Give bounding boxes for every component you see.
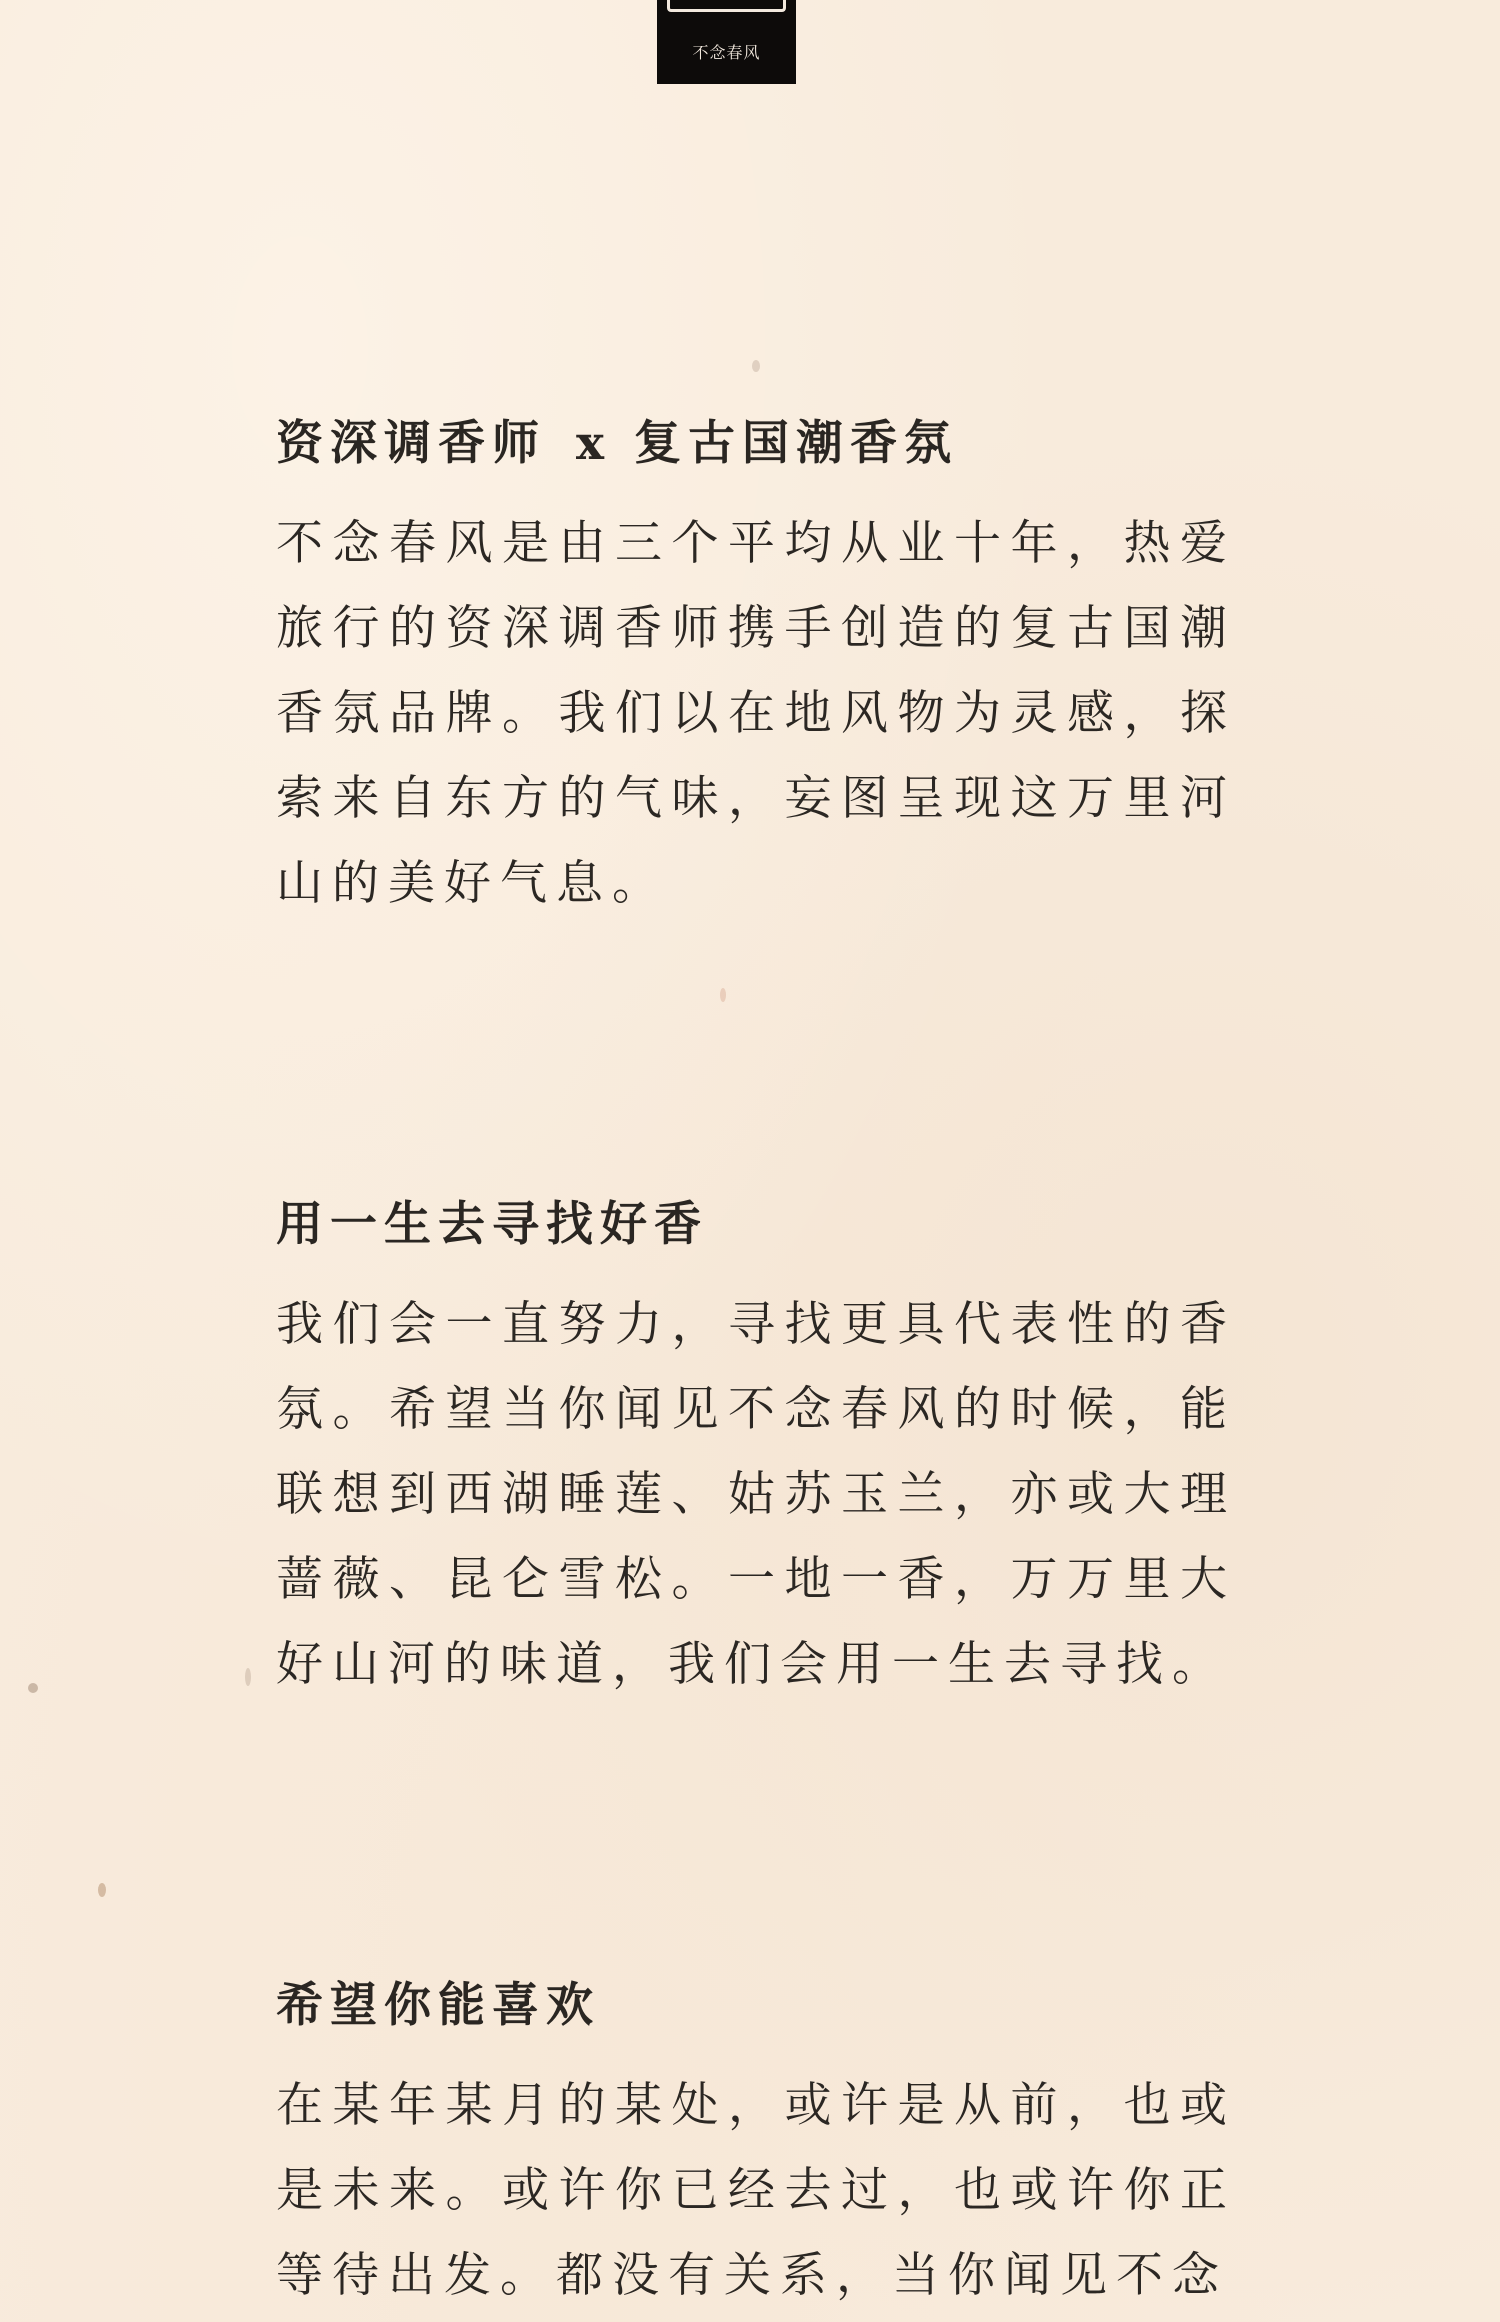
paper-speck bbox=[98, 1883, 106, 1897]
brand-logo-text: 不念春风 bbox=[692, 43, 761, 62]
section-brand-intro bbox=[276, 414, 1236, 926]
section-body: 在某年某月的某处，或许是从前，也或是未来。或许你已经去过，也或许你正等待出发。都没有关系，当你闻见不念 bbox=[276, 2078, 1236, 2303]
section-heading: 用一生去寻找好香 bbox=[276, 1197, 708, 1252]
paper-speck bbox=[752, 360, 760, 372]
section-body: 我们会一直努力，寻找更具代表性的香氛。希望当你闻见不念春风的时候，能联想到西湖睡莲、姑苏玉兰，亦或大理蔷薇、昆仑雪松。一地一香，万万里大好山河的味道，我们会用一生去寻找。 bbox=[276, 1297, 1236, 1692]
paper-speck bbox=[720, 988, 726, 1002]
section-body: 不念春风是由三个平均从业十年，热爱旅行的资深调香师携手创造的复古国潮香氛品牌。我们以在地风物为灵感，探索来自东方的气味，妄图呈现这万里河山的美好气息。 bbox=[276, 516, 1236, 911]
heading-right: 复古国潮香氛 bbox=[634, 416, 959, 471]
paper-speck bbox=[28, 1683, 38, 1693]
section-heading bbox=[276, 414, 1236, 474]
section-hope-you-like bbox=[276, 1976, 1236, 2318]
section-search-scent bbox=[276, 1195, 1236, 1707]
section-heading: 希望你能喜欢 bbox=[276, 1978, 600, 2033]
heading-left: 资深调香师 bbox=[276, 416, 546, 471]
heading-separator: x bbox=[576, 416, 605, 471]
brand-logo-mark bbox=[667, 0, 786, 12]
paper-speck bbox=[245, 1668, 251, 1686]
brand-logo bbox=[657, 0, 796, 84]
